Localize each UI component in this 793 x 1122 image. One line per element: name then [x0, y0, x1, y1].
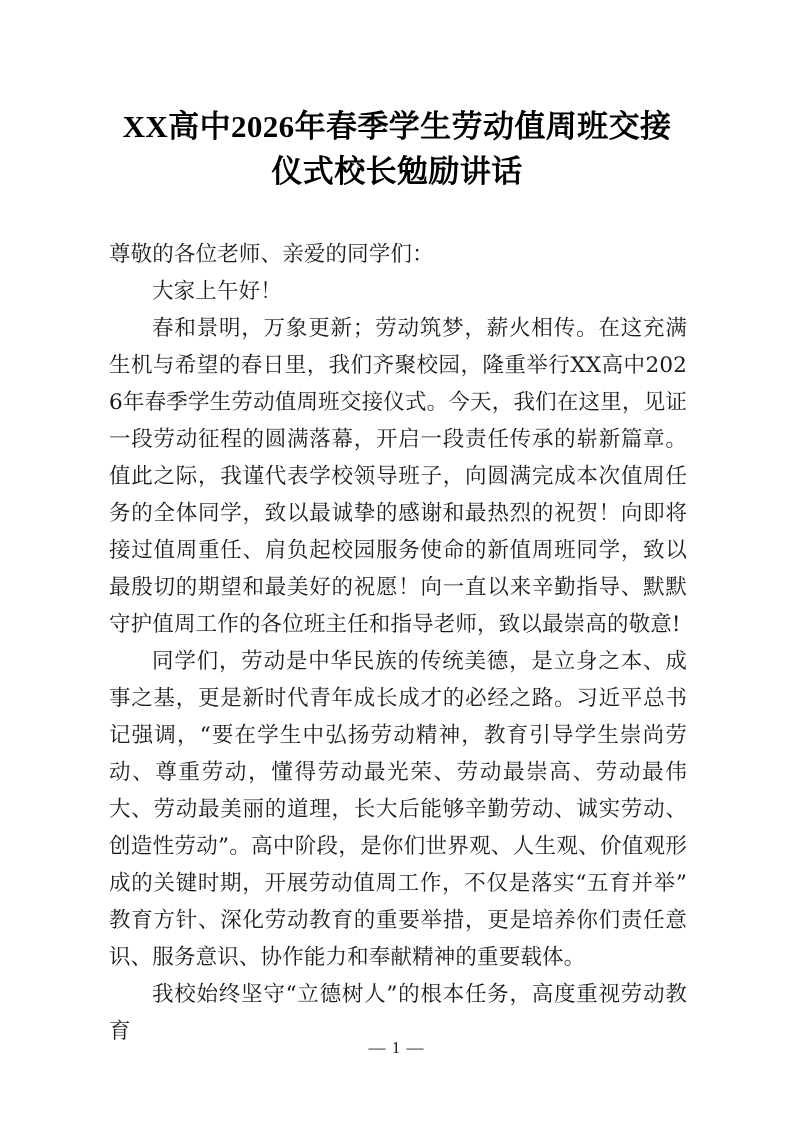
title-line-2: 仪式校长勉励讲话 [271, 154, 523, 189]
paragraph-labor-virtue: 同学们，劳动是中华民族的传统美德，是立身之本、成事之基，更是新时代青年成长成才的必经之路。习近平总书记强调，“要在学生中弘扬劳动精神，教育引导学生崇尚劳动、尊重劳动，懂得劳动最光荣、劳动最崇高、劳动最伟大、劳动最美丽的道理，长大后能够辛勤劳动、诚实劳动、创造性劳动”。高中阶段，是你们世界观、人生观、价值观形成的关键时期，开展劳动值周工作，不仅是落实“五育并举”教育方针、深化劳动教育的重要举措，更是培养你们责任意识、服务意识、协作能力和奉献精神的重要载体。 [109, 649, 687, 970]
paragraph-greeting: 大家上午好！ [152, 279, 282, 304]
paragraph-opening-congratulations: 春和景明，万象更新；劳动筑梦，薪火相传。在这充满生机与希望的春日里，我们齐聚校园，隆重举行XX高中2026年春季学生劳动值周班交接仪式。今天，我们在这里，见证一段劳动征程的圆满落幕，开启一段责任传承的崭新篇章。值此之际，我谨代表学校领导班子，向圆满完成本次值周任务的全体同学，致以最诚挚的感谢和最热烈的祝贺！向即将接过值周重任、肩负起校园服务使命的新值周班同学，致以最殷切的期望和最美好的祝愿！向一直以来辛勤指导、默默守护值周工作的各位班主任和指导老师，致以最崇高的敬意! [109, 316, 687, 637]
title-line-1: XX高中2026年春季学生劳动值周班交接 [122, 109, 672, 144]
page-title [108, 104, 686, 194]
page-number: — 1 — [368, 1038, 425, 1057]
paragraph-salutation: 尊敬的各位老师、亲爱的同学们： [109, 242, 434, 267]
document-body [109, 236, 687, 1050]
paragraph-school-commitment: 我校始终坚守“立德树人”的根本任务，高度重视劳动教育 [109, 982, 687, 1044]
page-footer [0, 1038, 793, 1058]
